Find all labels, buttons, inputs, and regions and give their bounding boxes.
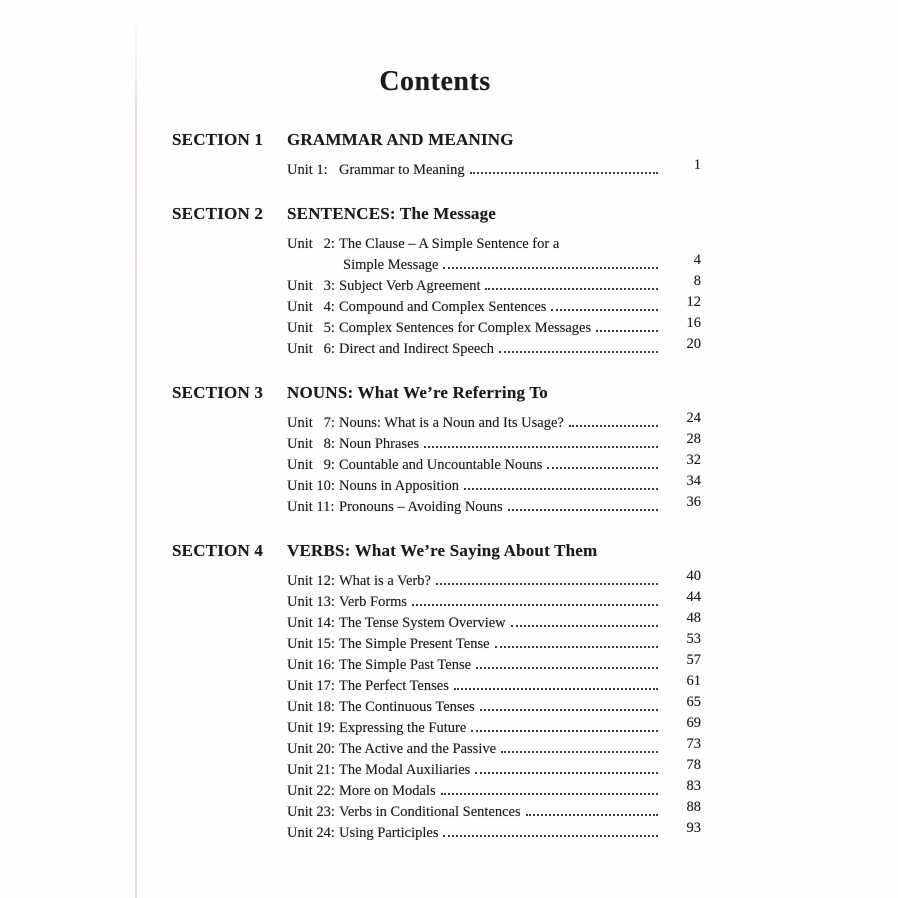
unit-title: Nouns in Apposition bbox=[339, 478, 460, 494]
unit-number: Unit 14: bbox=[287, 615, 335, 631]
unit-line bbox=[287, 694, 701, 718]
section-units bbox=[287, 568, 701, 844]
toc-unit bbox=[287, 494, 701, 518]
dot-leader bbox=[596, 330, 658, 332]
unit-line bbox=[287, 631, 701, 655]
unit-page-number: 53 bbox=[686, 631, 701, 647]
unit-line bbox=[287, 673, 701, 697]
unit-number: Unit 13: bbox=[287, 594, 335, 610]
unit-line-continuation bbox=[287, 252, 701, 276]
toc-unit bbox=[287, 715, 701, 739]
section-label: SECTION 2 bbox=[172, 204, 264, 223]
unit-line bbox=[287, 820, 701, 844]
section-heading bbox=[172, 204, 701, 224]
unit-page-number: 57 bbox=[686, 652, 701, 668]
unit-page-number: 8 bbox=[693, 273, 701, 289]
section-label: SECTION 4 bbox=[172, 541, 264, 560]
dot-leader bbox=[464, 488, 658, 490]
unit-line bbox=[287, 431, 701, 455]
unit-page-number: 12 bbox=[686, 294, 701, 310]
unit-title: Direct and Indirect Speech bbox=[339, 341, 494, 357]
unit-title: What is a Verb? bbox=[339, 573, 431, 589]
unit-number: Unit 17: bbox=[287, 678, 335, 694]
section-heading bbox=[172, 130, 701, 150]
section-title: SENTENCES: The Message bbox=[287, 204, 497, 223]
unit-number: Unit 12: bbox=[287, 573, 335, 589]
unit-page-number: 4 bbox=[693, 252, 701, 268]
unit-title: Grammar to Meaning bbox=[339, 162, 465, 178]
unit-line bbox=[287, 157, 701, 181]
unit-page-number: 73 bbox=[686, 736, 701, 752]
toc-unit bbox=[287, 273, 701, 297]
unit-title: Expressing the Future bbox=[339, 720, 467, 736]
unit-page-number: 61 bbox=[686, 673, 701, 689]
unit-title-continuation: Simple Message bbox=[343, 257, 439, 273]
unit-number: Unit 2: bbox=[287, 236, 335, 252]
toc-unit bbox=[287, 673, 701, 697]
unit-title: Subject Verb Agreement bbox=[339, 278, 481, 294]
unit-number: Unit 23: bbox=[287, 804, 335, 820]
dot-leader bbox=[480, 709, 658, 711]
unit-number: Unit 24: bbox=[287, 825, 335, 841]
toc-section bbox=[172, 130, 701, 181]
unit-number: Unit 9: bbox=[287, 457, 335, 473]
unit-line bbox=[287, 589, 701, 613]
unit-title: Countable and Uncountable Nouns bbox=[339, 457, 543, 473]
unit-number: Unit 4: bbox=[287, 299, 335, 315]
dot-leader bbox=[501, 751, 658, 753]
unit-line bbox=[287, 568, 701, 592]
unit-number: Unit 20: bbox=[287, 741, 335, 757]
section-label: SECTION 1 bbox=[172, 130, 264, 149]
unit-title: Using Participles bbox=[339, 825, 439, 841]
unit-number: Unit 5: bbox=[287, 320, 335, 336]
section-title: VERBS: What We’re Saying About Them bbox=[287, 541, 598, 560]
unit-line bbox=[287, 473, 701, 497]
unit-line bbox=[287, 778, 701, 802]
toc-unit bbox=[287, 431, 701, 455]
unit-line bbox=[287, 736, 701, 760]
unit-number: Unit 21: bbox=[287, 762, 335, 778]
unit-number: Unit 18: bbox=[287, 699, 335, 715]
toc-unit bbox=[287, 234, 701, 276]
unit-line bbox=[287, 494, 701, 518]
unit-title: The Simple Present Tense bbox=[339, 636, 490, 652]
unit-page-number: 40 bbox=[686, 568, 701, 584]
dot-leader bbox=[443, 835, 658, 837]
unit-number: Unit 16: bbox=[287, 657, 335, 673]
unit-page-number: 83 bbox=[686, 778, 701, 794]
unit-page-number: 20 bbox=[686, 336, 701, 352]
unit-page-number: 69 bbox=[686, 715, 701, 731]
dot-leader bbox=[436, 583, 658, 585]
section-units bbox=[287, 234, 701, 360]
unit-page-number: 44 bbox=[686, 589, 701, 605]
unit-page-number: 34 bbox=[686, 473, 701, 489]
section-title: GRAMMAR AND MEANING bbox=[287, 130, 514, 149]
toc-unit bbox=[287, 294, 701, 318]
dot-leader bbox=[508, 509, 658, 511]
toc-unit bbox=[287, 694, 701, 718]
section-units bbox=[287, 410, 701, 518]
unit-number: Unit 10: bbox=[287, 478, 335, 494]
dot-leader bbox=[412, 604, 658, 606]
unit-page-number: 28 bbox=[686, 431, 701, 447]
toc-section bbox=[172, 541, 701, 844]
dot-leader bbox=[471, 730, 658, 732]
toc-unit bbox=[287, 410, 701, 434]
toc-unit bbox=[287, 568, 701, 592]
dot-leader bbox=[526, 814, 658, 816]
unit-line bbox=[287, 652, 701, 676]
toc-section bbox=[172, 383, 701, 518]
dot-leader bbox=[424, 446, 658, 448]
dot-leader bbox=[551, 309, 658, 311]
unit-line bbox=[287, 294, 701, 318]
dot-leader bbox=[443, 267, 658, 269]
unit-title: The Modal Auxiliaries bbox=[339, 762, 471, 778]
dot-leader bbox=[441, 793, 658, 795]
dot-leader bbox=[547, 467, 658, 469]
unit-line bbox=[287, 336, 701, 360]
unit-line bbox=[287, 410, 701, 434]
toc-unit bbox=[287, 315, 701, 339]
unit-number: Unit 15: bbox=[287, 636, 335, 652]
toc-unit bbox=[287, 778, 701, 802]
unit-title: Nouns: What is a Noun and Its Usage? bbox=[339, 415, 564, 431]
unit-title: The Active and the Passive bbox=[339, 741, 497, 757]
dot-leader bbox=[454, 688, 658, 690]
toc-unit bbox=[287, 589, 701, 613]
unit-number: Unit 19: bbox=[287, 720, 335, 736]
section-heading bbox=[172, 541, 701, 561]
toc-sections bbox=[172, 130, 701, 844]
dot-leader bbox=[569, 425, 658, 427]
section-title: NOUNS: What We’re Referring To bbox=[287, 383, 548, 402]
toc-unit bbox=[287, 473, 701, 497]
toc-unit bbox=[287, 820, 701, 844]
toc-unit bbox=[287, 652, 701, 676]
unit-number: Unit 11: bbox=[287, 499, 335, 515]
unit-number: Unit 8: bbox=[287, 436, 335, 452]
unit-page-number: 88 bbox=[686, 799, 701, 815]
unit-line bbox=[287, 234, 701, 255]
unit-page-number: 48 bbox=[686, 610, 701, 626]
dot-leader bbox=[495, 646, 658, 648]
toc-section bbox=[172, 204, 701, 360]
toc-unit bbox=[287, 610, 701, 634]
dot-leader bbox=[511, 625, 658, 627]
unit-title: More on Modals bbox=[339, 783, 436, 799]
toc-unit bbox=[287, 757, 701, 781]
unit-page-number: 36 bbox=[686, 494, 701, 510]
unit-title: The Clause – A Simple Sentence for a bbox=[339, 236, 560, 252]
unit-title: The Continuous Tenses bbox=[339, 699, 475, 715]
page-edge-line bbox=[135, 24, 137, 898]
unit-line bbox=[287, 715, 701, 739]
section-heading bbox=[172, 383, 701, 403]
unit-line bbox=[287, 452, 701, 476]
dot-leader bbox=[475, 772, 658, 774]
unit-title: The Simple Past Tense bbox=[339, 657, 472, 673]
unit-page-number: 32 bbox=[686, 452, 701, 468]
unit-line bbox=[287, 610, 701, 634]
toc-unit bbox=[287, 736, 701, 760]
unit-title: The Perfect Tenses bbox=[339, 678, 449, 694]
unit-line bbox=[287, 273, 701, 297]
unit-line bbox=[287, 799, 701, 823]
unit-title: Pronouns – Avoiding Nouns bbox=[339, 499, 503, 515]
unit-number: Unit 6: bbox=[287, 341, 335, 357]
unit-number: Unit 1: bbox=[287, 162, 328, 178]
section-label: SECTION 3 bbox=[172, 383, 264, 402]
unit-page-number: 93 bbox=[686, 820, 701, 836]
dot-leader bbox=[499, 351, 658, 353]
unit-page-number: 78 bbox=[686, 757, 701, 773]
unit-title: Compound and Complex Sentences bbox=[339, 299, 547, 315]
toc-unit bbox=[287, 452, 701, 476]
toc-unit bbox=[287, 157, 701, 181]
toc-unit bbox=[287, 799, 701, 823]
unit-title: Verbs in Conditional Sentences bbox=[339, 804, 521, 820]
unit-page-number: 1 bbox=[693, 157, 701, 173]
unit-title: Noun Phrases bbox=[339, 436, 420, 452]
unit-line bbox=[287, 315, 701, 339]
unit-line bbox=[287, 757, 701, 781]
unit-title: Complex Sentences for Complex Messages bbox=[339, 320, 592, 336]
unit-title: Verb Forms bbox=[339, 594, 408, 610]
unit-page-number: 65 bbox=[686, 694, 701, 710]
page-title: Contents bbox=[379, 66, 491, 97]
unit-page-number: 24 bbox=[686, 410, 701, 426]
toc-unit bbox=[287, 631, 701, 655]
unit-number: Unit 7: bbox=[287, 415, 335, 431]
unit-page-number: 16 bbox=[686, 315, 701, 331]
unit-title: The Tense System Overview bbox=[339, 615, 506, 631]
dot-leader bbox=[485, 288, 658, 290]
toc-unit bbox=[287, 336, 701, 360]
unit-number: Unit 3: bbox=[287, 278, 335, 294]
dot-leader bbox=[470, 172, 658, 174]
unit-number: Unit 22: bbox=[287, 783, 335, 799]
section-units bbox=[287, 157, 701, 181]
dot-leader bbox=[476, 667, 658, 669]
